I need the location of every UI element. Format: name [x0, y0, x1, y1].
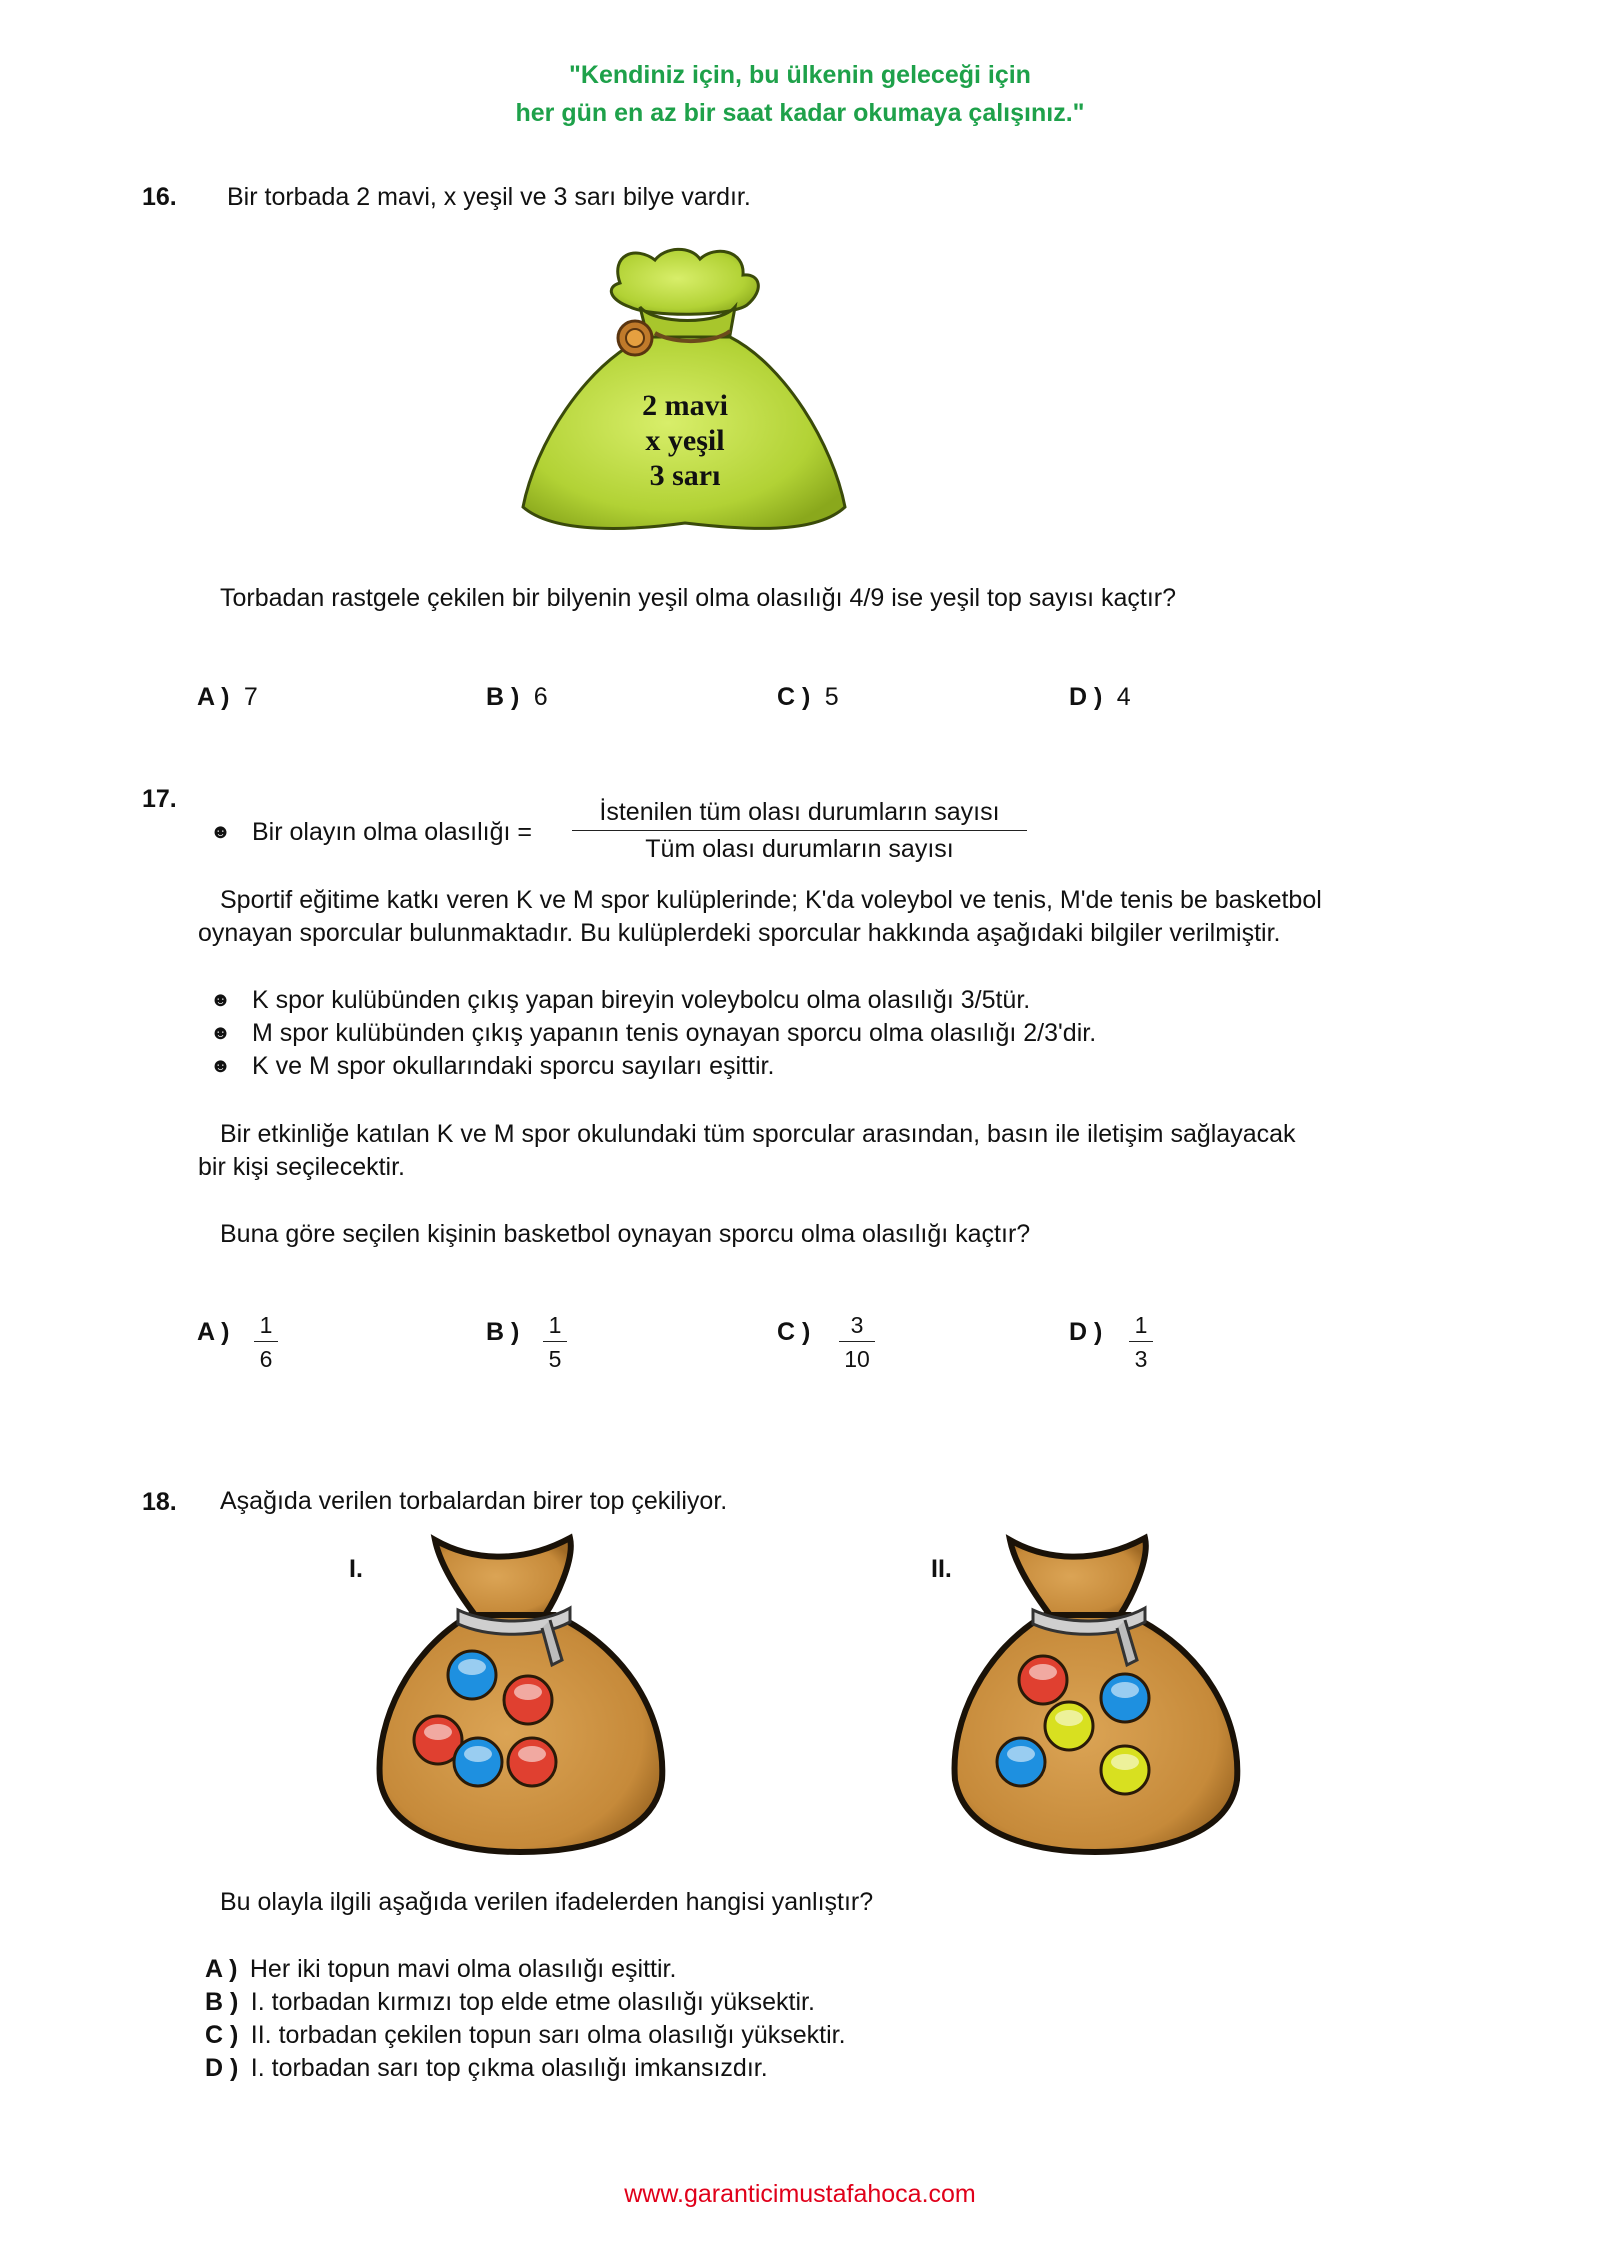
option-letter: A )	[205, 1955, 238, 1983]
option-letter: B )	[486, 683, 520, 711]
bag-label-green: x yeşil	[645, 424, 725, 457]
red-ball	[1019, 1656, 1067, 1704]
green-bag-illustration	[515, 245, 855, 535]
option-value: 4	[1116, 683, 1131, 711]
red-ball	[504, 1676, 552, 1724]
blue-ball	[454, 1738, 502, 1786]
option-value: 6	[533, 683, 548, 711]
fraction-numerator: 1	[254, 1312, 278, 1342]
brown-bag-2-illustration	[945, 1530, 1245, 1860]
formula-fraction	[572, 798, 1027, 864]
question-16-number: 16.	[142, 183, 177, 211]
question-17-para1-line1: Sportif eğitime katkı veren K ve M spor kulüplerinde; K'da voleybol ve tenis, M'de tenis be basketbol	[220, 886, 1322, 914]
bag-label-yellow: 3 sarı	[649, 459, 721, 492]
option-fraction	[839, 1312, 875, 1373]
question-18-number: 18.	[142, 1488, 177, 1516]
option-letter: D )	[1069, 683, 1103, 711]
question-18-option-d[interactable]	[205, 2052, 768, 2085]
question-18-option-c[interactable]	[205, 2019, 846, 2052]
question-17-para2-line1: Bir etkinliğe katılan K ve M spor okulundaki tüm sporcular arasından, basın ile iletişim sağlayacak	[220, 1120, 1296, 1148]
option-fraction	[1129, 1312, 1153, 1373]
option-letter: D )	[205, 2054, 239, 2082]
bullet-icon: ☻	[210, 1022, 232, 1044]
option-text: I. torbadan kırmızı top elde etme olasılığı yüksektir.	[250, 1988, 815, 2016]
option-letter: B )	[486, 1318, 520, 1346]
option-value: 7	[243, 683, 258, 711]
fraction-denominator: 3	[1134, 1346, 1148, 1372]
question-17-number: 17.	[142, 785, 177, 813]
formula-numerator: İstenilen tüm olası durumların sayısı	[572, 798, 1027, 831]
question-17-bullet-3: K ve M spor okullarındaki sporcu sayıları eşittir.	[252, 1052, 775, 1080]
option-value: 5	[824, 683, 839, 711]
brown-bag-1-illustration	[370, 1530, 670, 1860]
yellow-ball	[1101, 1746, 1149, 1794]
blue-ball	[1101, 1674, 1149, 1722]
option-text: II. torbadan çekilen topun sarı olma olasılığı yüksektir.	[250, 2021, 846, 2049]
option-letter: C )	[777, 1318, 811, 1346]
question-17-bullet-2: M spor kulübünden çıkış yapanın tenis oynayan sporcu olma olasılığı 2/3'dir.	[252, 1019, 1097, 1047]
question-17-bullet-1: K spor kulübünden çıkış yapan bireyin voleybolcu olma olasılığı 3/5tür.	[252, 986, 1031, 1014]
motto-line-2: her gün en az bir saat kadar okumaya çalışınız."	[515, 99, 1085, 127]
option-letter: A )	[197, 1318, 230, 1346]
option-letter: D )	[1069, 1318, 1103, 1346]
question-17-option-c[interactable]	[777, 1312, 887, 1385]
option-fraction	[254, 1312, 278, 1373]
bullet-icon: ☻	[210, 821, 232, 843]
fraction-denominator: 5	[548, 1346, 562, 1372]
fraction-denominator: 6	[259, 1346, 273, 1372]
blue-ball	[448, 1651, 496, 1699]
option-fraction	[543, 1312, 567, 1373]
question-16-text: Torbadan rastgele çekilen bir bilyenin yeşil olma olasılığı 4/9 ise yeşil top sayısı kaçtır?	[220, 584, 1177, 612]
bag-1-label: I.	[349, 1555, 363, 1583]
question-17-option-b[interactable]	[486, 1312, 576, 1385]
question-17-option-a[interactable]	[197, 1312, 287, 1385]
fraction-numerator: 3	[839, 1312, 875, 1342]
question-16-option-b[interactable]	[486, 683, 548, 712]
question-18-option-a[interactable]	[205, 1953, 676, 1986]
fraction-numerator: 1	[543, 1312, 567, 1342]
question-17-para2-line2: bir kişi seçilecektir.	[198, 1153, 405, 1181]
formula-denominator: Tüm olası durumların sayısı	[645, 835, 954, 863]
question-18-text: Bu olayla ilgili aşağıda verilen ifadelerden hangisi yanlıştır?	[220, 1888, 874, 1916]
question-17-text: Buna göre seçilen kişinin basketbol oynayan sporcu olma olasılığı kaçtır?	[220, 1220, 1031, 1248]
formula-lhs: Bir olayın olma olasılığı =	[252, 818, 532, 846]
question-16-option-d[interactable]	[1069, 683, 1131, 712]
bullet-icon: ☻	[210, 1055, 232, 1077]
option-text: Her iki topun mavi olma olasılığı eşittir.	[249, 1955, 677, 1983]
bag-2-label: II.	[931, 1555, 952, 1583]
motto-line-1: "Kendiniz için, bu ülkenin geleceği için	[569, 61, 1031, 89]
blue-ball	[997, 1738, 1045, 1786]
question-16-option-a[interactable]	[197, 683, 258, 712]
yellow-ball	[1045, 1702, 1093, 1750]
question-16-intro: Bir torbada 2 mavi, x yeşil ve 3 sarı bilye vardır.	[227, 183, 751, 211]
option-letter: C )	[205, 2021, 239, 2049]
fraction-denominator: 10	[844, 1346, 870, 1372]
bag-label-blue: 2 mavi	[642, 389, 728, 422]
question-17-option-d[interactable]	[1069, 1312, 1159, 1385]
question-17-para1-line2: oynayan sporcular bulunmaktadır. Bu kulüplerdeki sporcular hakkında aşağıdaki bilgiler verilmiştir.	[198, 919, 1281, 947]
option-text: I. torbadan sarı top çıkma olasılığı imkansızdır.	[250, 2054, 768, 2082]
option-letter: C )	[777, 683, 811, 711]
footer-link[interactable]: www.garanticimustafahoca.com	[624, 2180, 976, 2208]
option-letter: A )	[197, 683, 230, 711]
red-ball	[508, 1738, 556, 1786]
option-letter: B )	[205, 1988, 239, 2016]
bullet-icon: ☻	[210, 989, 232, 1011]
fraction-numerator: 1	[1129, 1312, 1153, 1342]
question-18-option-b[interactable]	[205, 1986, 815, 2019]
question-16-option-c[interactable]	[777, 683, 839, 712]
question-18-intro: Aşağıda verilen torbalardan birer top çekiliyor.	[220, 1487, 728, 1515]
